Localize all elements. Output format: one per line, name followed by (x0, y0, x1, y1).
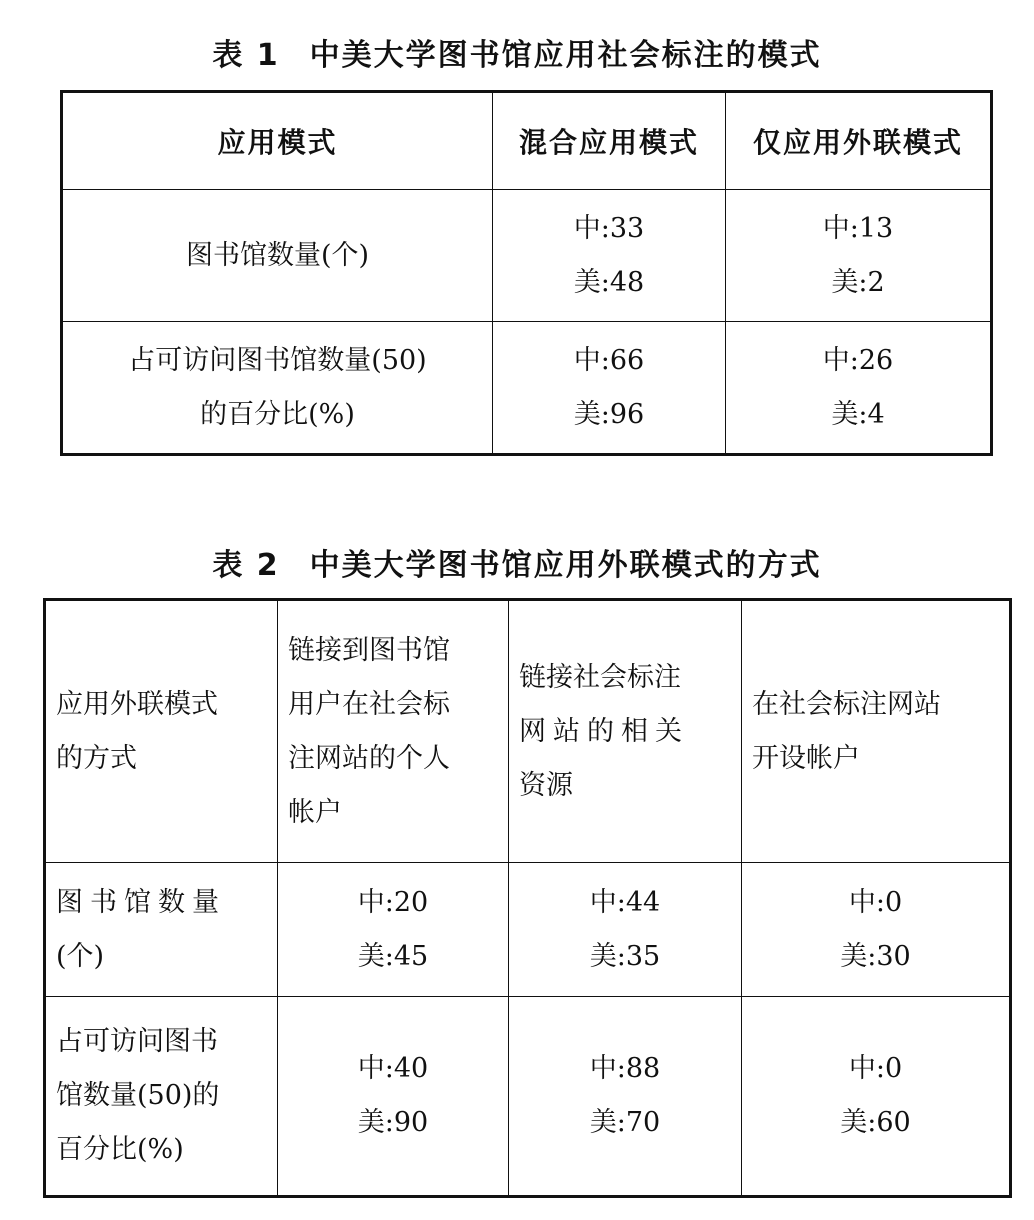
table-row (45, 863, 1011, 997)
table2-caption-title: 中美大学图书馆应用外联模式的方式 (309, 548, 822, 583)
table2-row1-v1 (278, 863, 509, 997)
table2-row2-v2 (509, 997, 742, 1197)
table2-row2-label-line3: 百分比(%) (56, 1134, 184, 1165)
table2-row1-v2 (509, 863, 742, 997)
table2-header-method-line1: 应用外联模式 (56, 688, 218, 720)
table2-header-link-resource-line3: 资源 (519, 769, 573, 801)
table2-header-link-user-line2: 用户在社会标 (288, 688, 450, 720)
table2-header-row (45, 600, 1011, 863)
table1-row1-mixed-us: 美:48 (573, 266, 645, 298)
table1-row1-external (726, 190, 992, 322)
table1-row1-label-line1: 图书馆数量(个) (185, 239, 370, 271)
table2 (43, 598, 1012, 1198)
table2-header-link-resource (509, 600, 742, 863)
table1-row2-mixed-us: 美:96 (573, 398, 645, 430)
table2-row2-v1 (278, 997, 509, 1197)
table1-caption-title: 中美大学图书馆应用社会标注的模式 (309, 38, 822, 73)
table2-row1-v3-us: 美:30 (840, 940, 911, 972)
table2-header-link-user-line4: 帐户 (288, 796, 342, 828)
table2-row2-label-line2: 馆数量(50)的 (56, 1080, 220, 1111)
table2-row2-v3-cn: 中:0 (848, 1053, 903, 1084)
table2-row1-v1-us: 美:45 (357, 940, 429, 972)
table1-header-external: 仅应用外联模式 (726, 92, 992, 190)
table1-row1-mixed (493, 190, 726, 322)
table2-header-open-account (742, 600, 1011, 863)
table2-row1-v2-us: 美:35 (589, 940, 661, 972)
table1-row2-label-line1: 占可访问图书馆数量(50) (128, 344, 427, 376)
table1-row2-external-us: 美:4 (831, 398, 885, 430)
table2-row2-v2-us: 美:70 (589, 1107, 661, 1138)
table1-row2-label (62, 322, 493, 455)
table2-row1-v1-cn: 中:20 (357, 886, 429, 918)
table2-header-link-resource-line2: 网站的相关 (519, 715, 689, 747)
table1-row1-label (62, 190, 493, 322)
table2-row2-v3 (742, 997, 1011, 1197)
table2-header-open-account-line2: 开设帐户 (752, 742, 860, 774)
table-row (62, 322, 992, 455)
table2-caption (0, 540, 1034, 584)
table2-header-link-user (278, 600, 509, 863)
table-row (45, 997, 1011, 1197)
table2-header-method (45, 600, 278, 863)
table2-row2-v1-cn: 中:40 (357, 1053, 429, 1084)
table2-row1-label-line1: 图书馆数量 (56, 886, 226, 918)
table1-row1-external-us: 美:2 (831, 266, 885, 298)
table2-caption-number: 表 2 (212, 548, 280, 583)
table-row (62, 190, 992, 322)
table2-row2-label (45, 997, 278, 1197)
table2-header-method-line2: 的方式 (56, 742, 137, 774)
table2-header-link-user-line3: 注网站的个人 (288, 742, 450, 774)
table1-row2-mixed (493, 322, 726, 455)
table2-header-link-resource-line1: 链接社会标注 (519, 661, 681, 693)
table1-row1-mixed-cn: 中:33 (573, 212, 645, 244)
table2-header-link-user-line1: 链接到图书馆 (288, 634, 450, 666)
table1-row2-mixed-cn: 中:66 (573, 344, 645, 376)
table1-row2-external (726, 322, 992, 455)
table1-caption-number: 表 1 (212, 38, 280, 73)
table2-row2-label-line1: 占可访问图书 (56, 1026, 218, 1057)
table1-row2-external-cn: 中:26 (822, 344, 894, 376)
table2-header-open-account-line1: 在社会标注网站 (752, 688, 941, 720)
table2-row1-label-line2: (个) (56, 940, 105, 972)
table1-caption (0, 30, 1034, 74)
table1-row1-external-cn: 中:13 (822, 212, 894, 244)
table1-header-mode: 应用模式 (62, 92, 493, 190)
table1 (60, 90, 993, 456)
table2-row1-label (45, 863, 278, 997)
table2-row1-v3-cn: 中:0 (848, 886, 903, 918)
table1-header-row (62, 92, 992, 190)
table2-row1-v2-cn: 中:44 (589, 886, 661, 918)
table1-row2-label-line2: 的百分比(%) (200, 398, 355, 430)
table2-row2-v2-cn: 中:88 (589, 1053, 661, 1084)
table2-row2-v1-us: 美:90 (357, 1107, 429, 1138)
table1-header-mixed: 混合应用模式 (493, 92, 726, 190)
table2-row2-v3-us: 美:60 (840, 1107, 911, 1138)
table2-row1-v3 (742, 863, 1011, 997)
